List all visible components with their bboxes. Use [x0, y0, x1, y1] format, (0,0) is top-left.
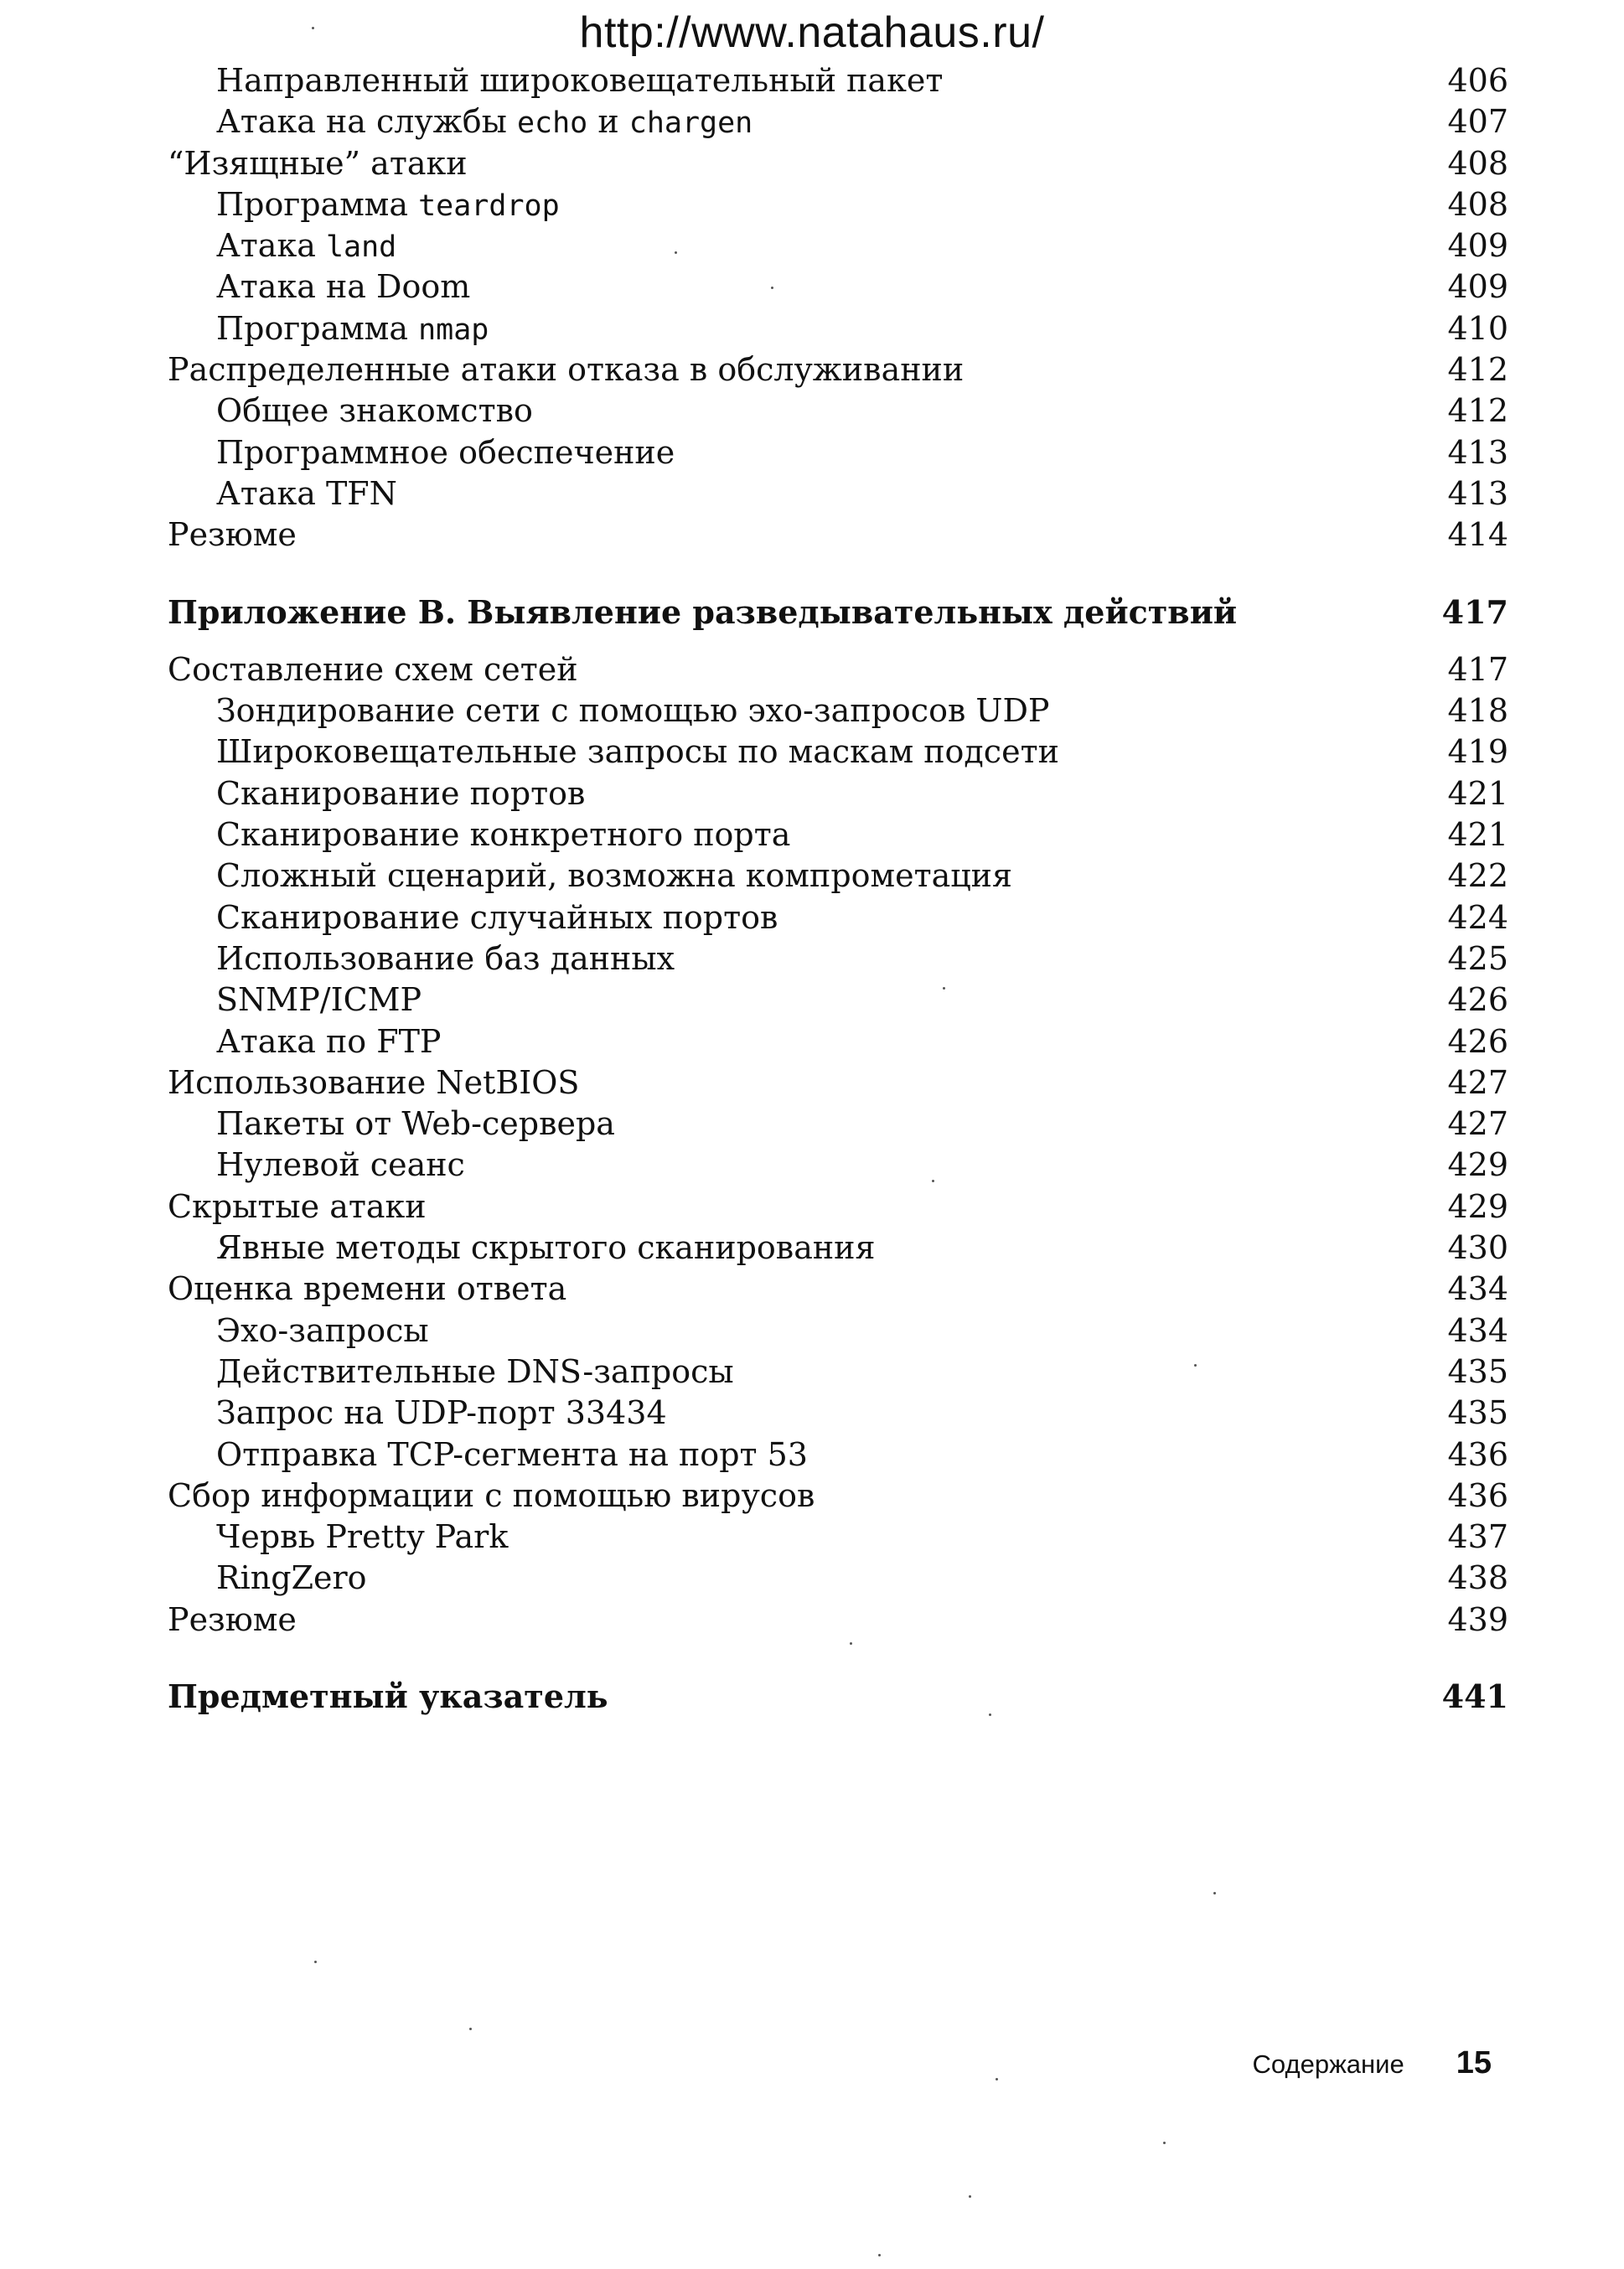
code-term: teardrop	[418, 189, 560, 223]
toc-entry-title: Эхо-запросы	[216, 1311, 429, 1349]
source-url: http://www.natahaus.ru/	[579, 8, 1045, 57]
toc-entry-title: Использование NetBIOS	[168, 1063, 580, 1101]
scan-speck	[1213, 1892, 1216, 1894]
toc-entry-page: 435	[1447, 1352, 1508, 1390]
toc-entry-page: 414	[1447, 516, 1508, 554]
toc-entry-title: Атака по FTP	[216, 1022, 442, 1060]
toc-entry-page: 417	[1447, 650, 1508, 688]
toc-entry-title: Атака на Doom	[216, 268, 471, 306]
toc-entry-title: Нулевой сеанс	[216, 1146, 465, 1184]
toc-entry	[168, 101, 1508, 142]
toc-entry-title: Сканирование портов	[216, 774, 586, 812]
toc-entry-page: 421	[1447, 774, 1508, 812]
toc-entry-page: 439	[1447, 1600, 1508, 1638]
toc-entry-title: Пакеты от Web-сервера	[216, 1105, 615, 1143]
toc-entry-page: 426	[1447, 1022, 1508, 1060]
toc-entry	[168, 1600, 1508, 1641]
page-number: 15	[1456, 2045, 1492, 2080]
toc-entry-page: 409	[1447, 227, 1508, 265]
toc-entry-page: 412	[1447, 351, 1508, 389]
toc-entry	[168, 1145, 1508, 1186]
toc-entry-title: Распределенные атаки отказа в обслуживании	[168, 351, 965, 389]
appendix-page: 417	[1441, 592, 1508, 631]
toc-entry-page: 413	[1447, 474, 1508, 512]
toc-entry	[168, 143, 1508, 184]
scan-speck	[969, 2195, 971, 2198]
toc-entry-page: 410	[1447, 309, 1508, 347]
toc-entry-title: Червь Pretty Park	[216, 1518, 509, 1556]
page-footer	[1253, 2045, 1492, 2081]
toc-entry-title: SNMP/ICMP	[216, 981, 422, 1019]
scan-speck	[675, 251, 677, 254]
toc-entry-title: Резюме	[168, 516, 297, 554]
toc-entry-page: 427	[1447, 1063, 1508, 1101]
scan-speck	[312, 27, 314, 29]
toc-entry	[168, 1352, 1508, 1393]
toc-entry-title: Явные методы скрытого сканирования	[216, 1229, 876, 1267]
toc-entry-page: 429	[1447, 1146, 1508, 1184]
toc-entry	[168, 979, 1508, 1021]
toc-entry-title: Атака land	[216, 227, 397, 265]
toc-entry-title: Зондирование сети с помощью эхо-запросов UDP	[216, 692, 1050, 730]
toc-entry-page: 419	[1447, 733, 1508, 771]
toc-entry	[168, 60, 1508, 101]
scan-speck	[1163, 2142, 1166, 2144]
scan-speck	[989, 1713, 991, 1716]
toc-entry	[168, 1517, 1508, 1558]
toc-entry-page: 413	[1447, 433, 1508, 471]
toc-entry-page: 434	[1447, 1311, 1508, 1349]
scan-speck	[771, 287, 773, 289]
toc-entry	[168, 649, 1508, 690]
scan-speck	[996, 2078, 998, 2080]
toc-entry-title: Атака TFN	[216, 474, 397, 512]
index-heading	[168, 1676, 1508, 1717]
code-term: land	[325, 230, 397, 265]
toc-entry	[168, 1434, 1508, 1476]
scan-speck	[850, 1642, 852, 1645]
toc-entry-page: 412	[1447, 392, 1508, 430]
toc-entry-title: Сложный сценарий, возможна компрометация	[216, 857, 1012, 895]
toc-entry	[168, 1269, 1508, 1310]
index-page: 441	[1441, 1677, 1508, 1715]
toc-entry-page: 418	[1447, 692, 1508, 730]
code-term: echo	[516, 106, 588, 141]
toc-entry	[168, 897, 1508, 938]
code-term: nmap	[418, 313, 489, 347]
toc-entry	[168, 938, 1508, 979]
toc-entry-page: 437	[1447, 1518, 1508, 1556]
toc-entry-page: 436	[1447, 1435, 1508, 1473]
toc-entry-title: Сбор информации с помощью вирусов	[168, 1476, 815, 1514]
toc-entry	[168, 731, 1508, 773]
appendix-title: Приложение В. Выявление разведывательных действий	[168, 592, 1238, 631]
scan-speck	[469, 2028, 472, 2030]
toc-entry-title: Атака на службы echo и chargen	[216, 103, 753, 141]
toc-entry	[168, 1228, 1508, 1269]
toc-entry-page: 426	[1447, 981, 1508, 1019]
toc-entry-page: 421	[1447, 816, 1508, 854]
toc-entry-page: 429	[1447, 1187, 1508, 1225]
toc-entry-page: 434	[1447, 1270, 1508, 1308]
toc-entry	[168, 1186, 1508, 1228]
toc-entry	[168, 814, 1508, 855]
scan-speck	[1194, 1364, 1197, 1367]
toc-entry	[168, 1310, 1508, 1352]
code-term: chargen	[628, 106, 753, 141]
toc-entry-page: 407	[1447, 103, 1508, 141]
toc-entry-title: Резюме	[168, 1600, 297, 1638]
toc-entry	[168, 225, 1508, 266]
toc-entry-title: Действительные DNS-запросы	[216, 1352, 734, 1390]
toc-entry-title: Сканирование случайных портов	[216, 898, 778, 936]
toc-entry-page: 424	[1447, 898, 1508, 936]
toc-entry-title: Направленный широковещательный пакет	[216, 62, 944, 99]
toc-entry-title: Сканирование конкретного порта	[216, 816, 791, 854]
toc-entry	[168, 349, 1508, 390]
toc-entry-page: 430	[1447, 1229, 1508, 1267]
section-label: Содержание	[1252, 2049, 1404, 2079]
toc-entry-page: 436	[1447, 1476, 1508, 1514]
toc-entry	[168, 473, 1508, 514]
table-of-contents	[168, 60, 1508, 1717]
scan-speck	[314, 1961, 317, 1963]
toc-entry-page: 406	[1447, 62, 1508, 99]
toc-entry	[168, 184, 1508, 225]
toc-entry-page: 435	[1447, 1394, 1508, 1432]
toc-entry-title: Общее знакомство	[216, 392, 533, 430]
toc-entry-title: RingZero	[216, 1559, 367, 1597]
toc-entry-title: Скрытые атаки	[168, 1187, 427, 1225]
index-title: Предметный указатель	[168, 1677, 608, 1715]
toc-entry	[168, 855, 1508, 897]
toc-entry-page: 408	[1447, 144, 1508, 182]
toc-entry-title: Программа nmap	[216, 309, 489, 347]
toc-entry	[168, 1103, 1508, 1145]
toc-entry-title: Запрос на UDP-порт 33434	[216, 1394, 667, 1432]
toc-entry	[168, 266, 1508, 308]
toc-entry	[168, 1393, 1508, 1434]
toc-entry-page: 438	[1447, 1559, 1508, 1597]
toc-entry	[168, 773, 1508, 814]
toc-entry-page: 425	[1447, 939, 1508, 977]
toc-entry	[168, 1558, 1508, 1599]
toc-entry-title: Программа teardrop	[216, 185, 560, 223]
toc-entry-title: “Изящные” атаки	[168, 144, 468, 182]
appendix-heading	[168, 592, 1508, 633]
toc-entry	[168, 1021, 1508, 1062]
toc-entry	[168, 1062, 1508, 1103]
toc-entry-page: 422	[1447, 857, 1508, 895]
toc-entry-title: Составление схем сетей	[168, 650, 578, 688]
toc-entry-title: Оценка времени ответа	[168, 1270, 567, 1308]
toc-entry-title: Программное обеспечение	[216, 433, 675, 471]
toc-entry-page: 408	[1447, 185, 1508, 223]
scan-speck	[943, 987, 945, 990]
toc-entry	[168, 514, 1508, 556]
toc-entry	[168, 1476, 1508, 1517]
toc-entry-title: Отправка TCP-сегмента на порт 53	[216, 1435, 808, 1473]
toc-entry-page: 409	[1447, 268, 1508, 306]
toc-entry-title: Использование баз данных	[216, 939, 675, 977]
toc-entry	[168, 390, 1508, 432]
toc-entry-page: 427	[1447, 1105, 1508, 1143]
toc-entry	[168, 308, 1508, 349]
toc-entry-title: Широковещательные запросы по маскам подсети	[216, 733, 1059, 771]
toc-entry	[168, 432, 1508, 473]
scan-speck	[878, 2254, 881, 2256]
toc-entry	[168, 690, 1508, 731]
scan-speck	[932, 1180, 934, 1182]
